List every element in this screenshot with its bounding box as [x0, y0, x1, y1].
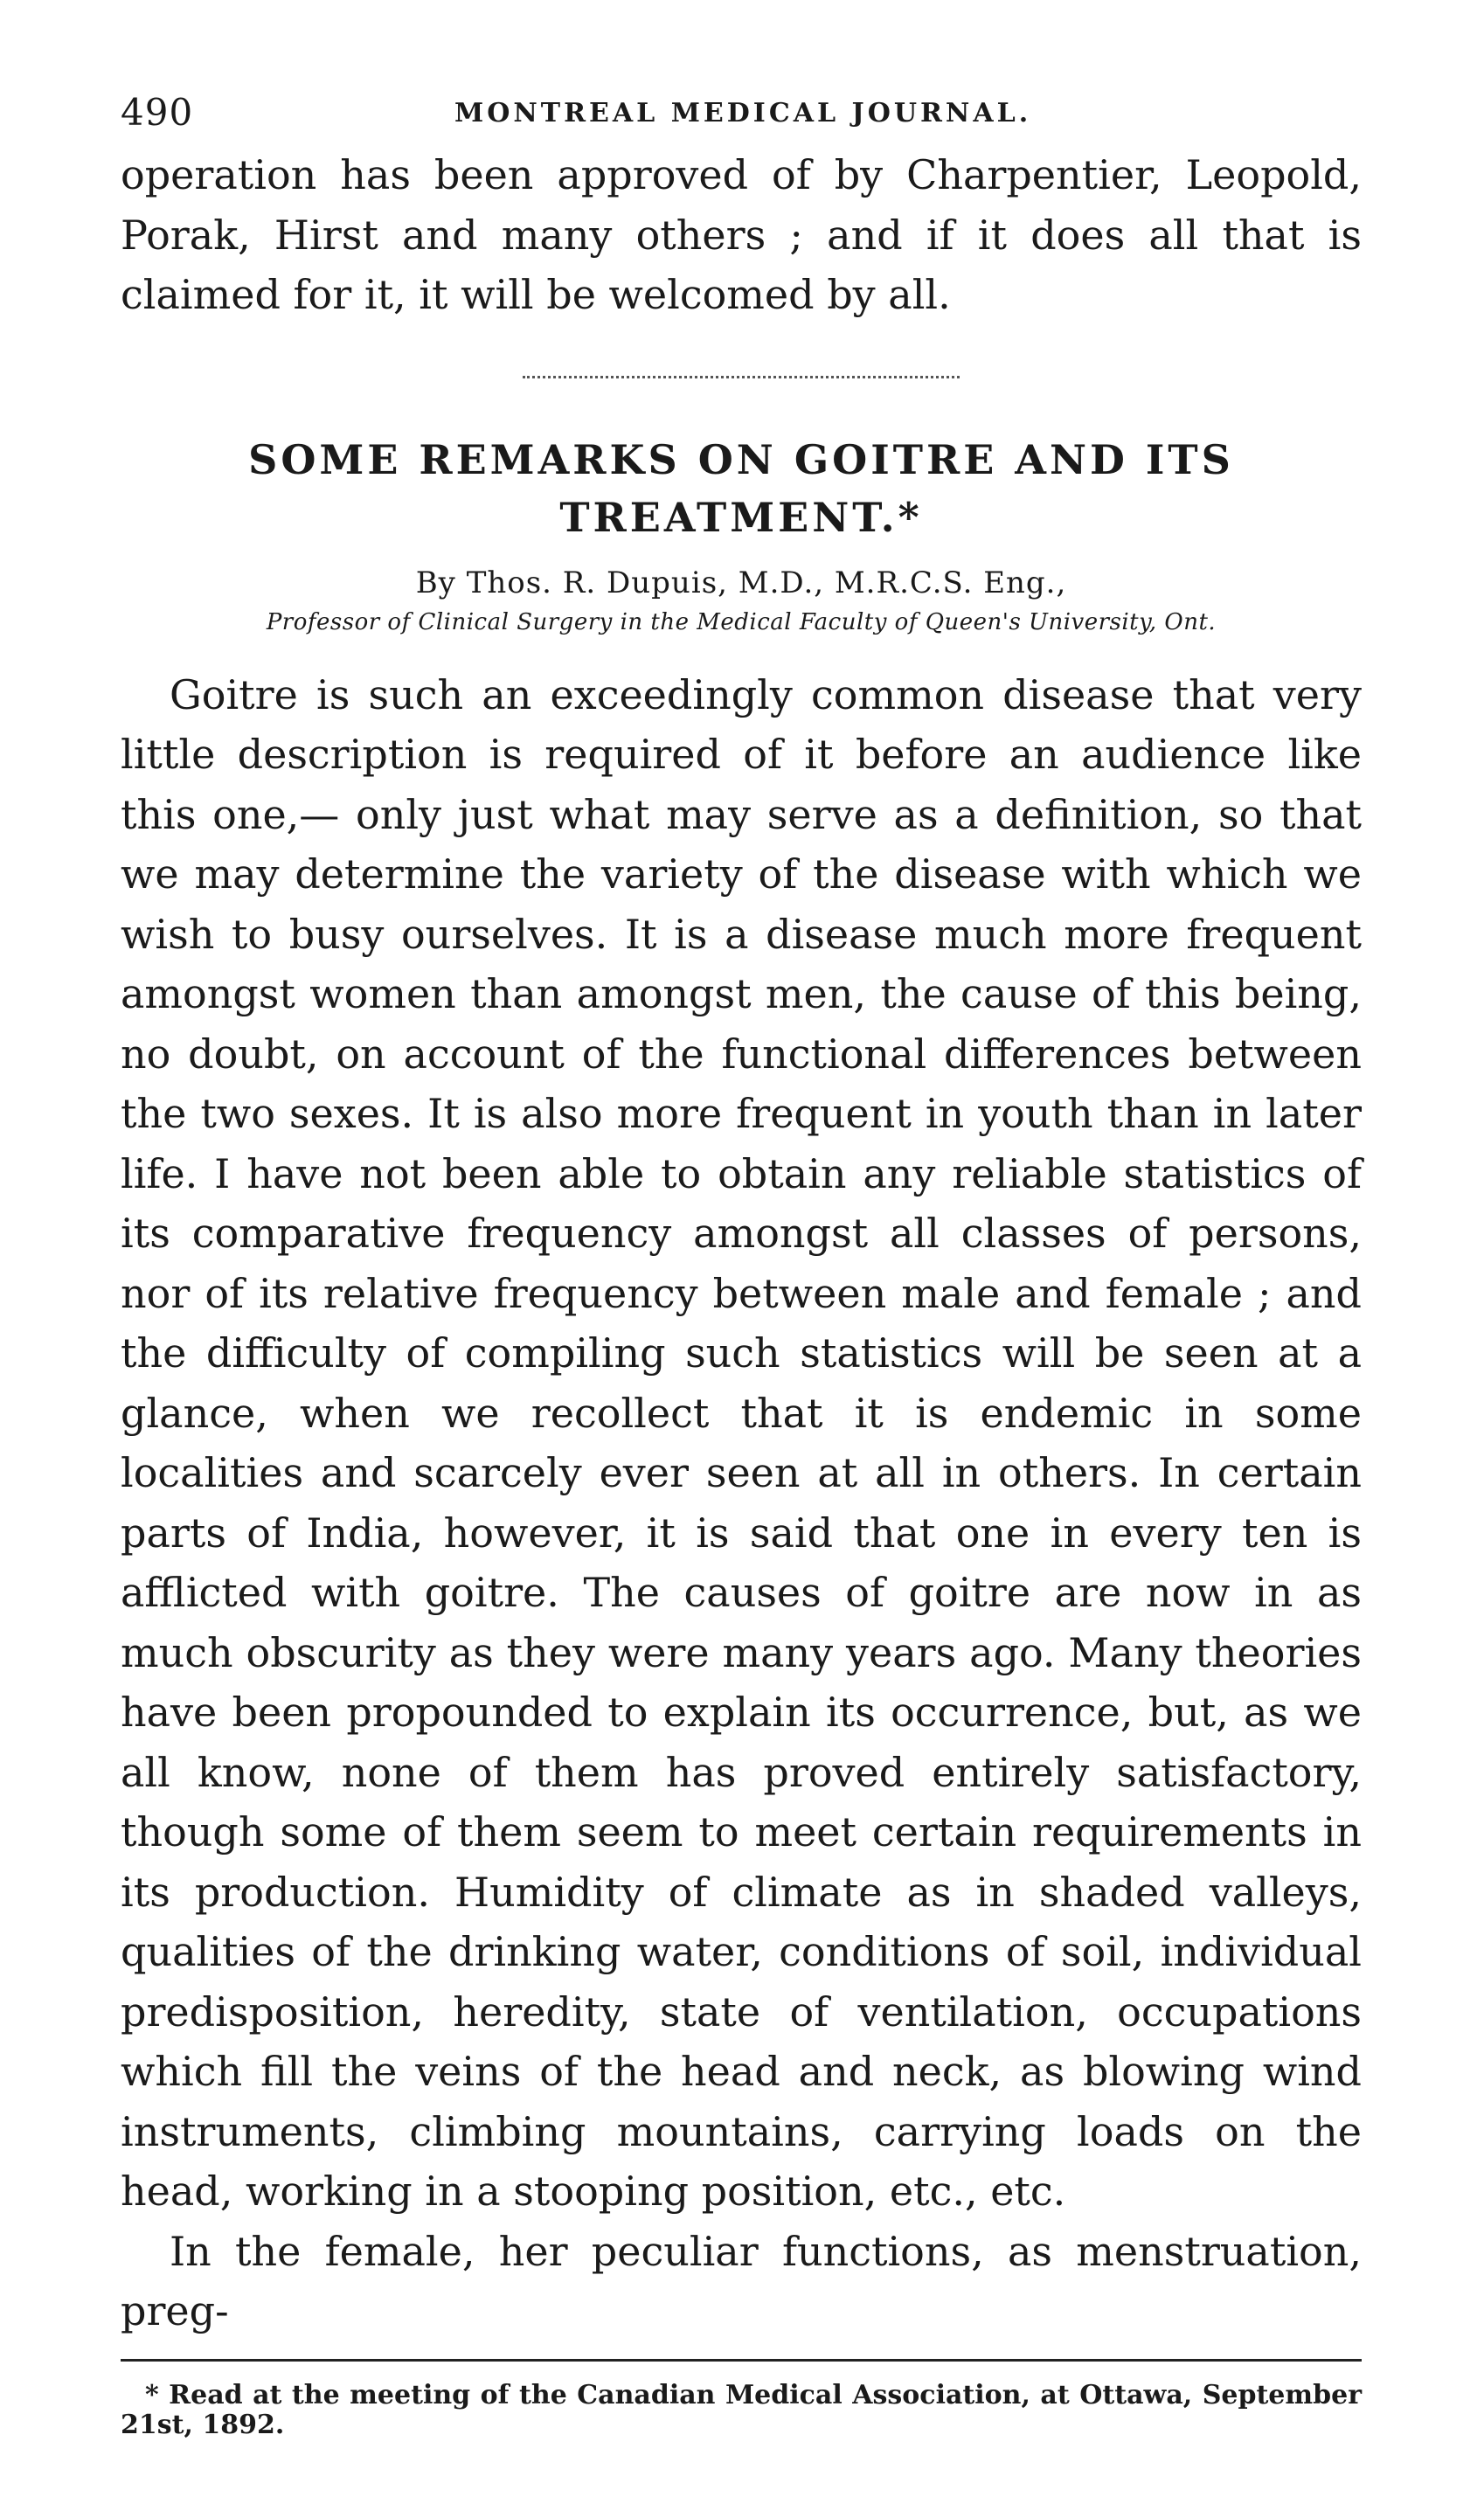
journal-name: MONTREAL MEDICAL JOURNAL.: [454, 98, 1032, 128]
author-affiliation: Professor of Clinical Surgery in the Medical Faculty of Queen's University, Ont.: [266, 608, 1217, 635]
body-paragraph: In the female, her peculiar functions, as menstruation, preg-: [121, 2227, 1362, 2334]
article-title: SOME REMARKS ON GOITRE AND ITS TREATMENT.*: [248, 435, 1234, 541]
document-page: [121, 87, 1362, 2440]
section-divider: [523, 376, 960, 378]
page-number: 490: [121, 91, 194, 134]
article-byline: By Thos. R. Dupuis, M.D., M.R.C.S. Eng.,: [415, 565, 1067, 600]
footnote-divider: [121, 2359, 1362, 2362]
continuation-paragraph: operation has been approved of by Charpentier, Leopold, Porak, Hirst and many others ; and if it does all that is claimed for it, it will be welcomed by all.: [121, 151, 1362, 318]
body-paragraph: Goitre is such an exceedingly common disease that very little description is required of it before an audience like this one,— only just what may serve as a definition, so that we may determine the variety of the disease with which we wish to busy ourselves. It is a disease much more frequent amongst women than amongst men, the cause of this being, no doubt, on account of the functional differences between the two sexes. It is also more frequent in youth than in later life. I have not been able to obtain any reliable statistics of its comparative frequency amongst all classes of persons, nor of its relative frequency between male and female ; and the difficulty of compiling such statistics will be seen at a glance, when we recollect that it is endemic in some localities and scarcely ever seen at all in others. In certain parts of India, however, it is said that one in every ten is afflicted with goitre. The causes of goitre are now in as much obscurity as they were many years ago. Many theories have been propounded to explain its occurrence, but, as we all know, none of them has proved entirely satisfactory, though some of them seem to meet certain requirements in its production. Humidity of climate as in shaded valleys, qualities of the drinking water, conditions of soil, individual predisposition, heredity, state of ventilation, occupations which fill the veins of the head and neck, as blowing wind instruments, climbing mountains, carrying loads on the head, working in a stooping position, etc., etc.: [121, 670, 1362, 2215]
running-header: [121, 87, 1362, 140]
footnote: * Read at the meeting of the Canadian Medical Association, at Ottawa, September 21st, 1892.: [121, 2379, 1362, 2440]
